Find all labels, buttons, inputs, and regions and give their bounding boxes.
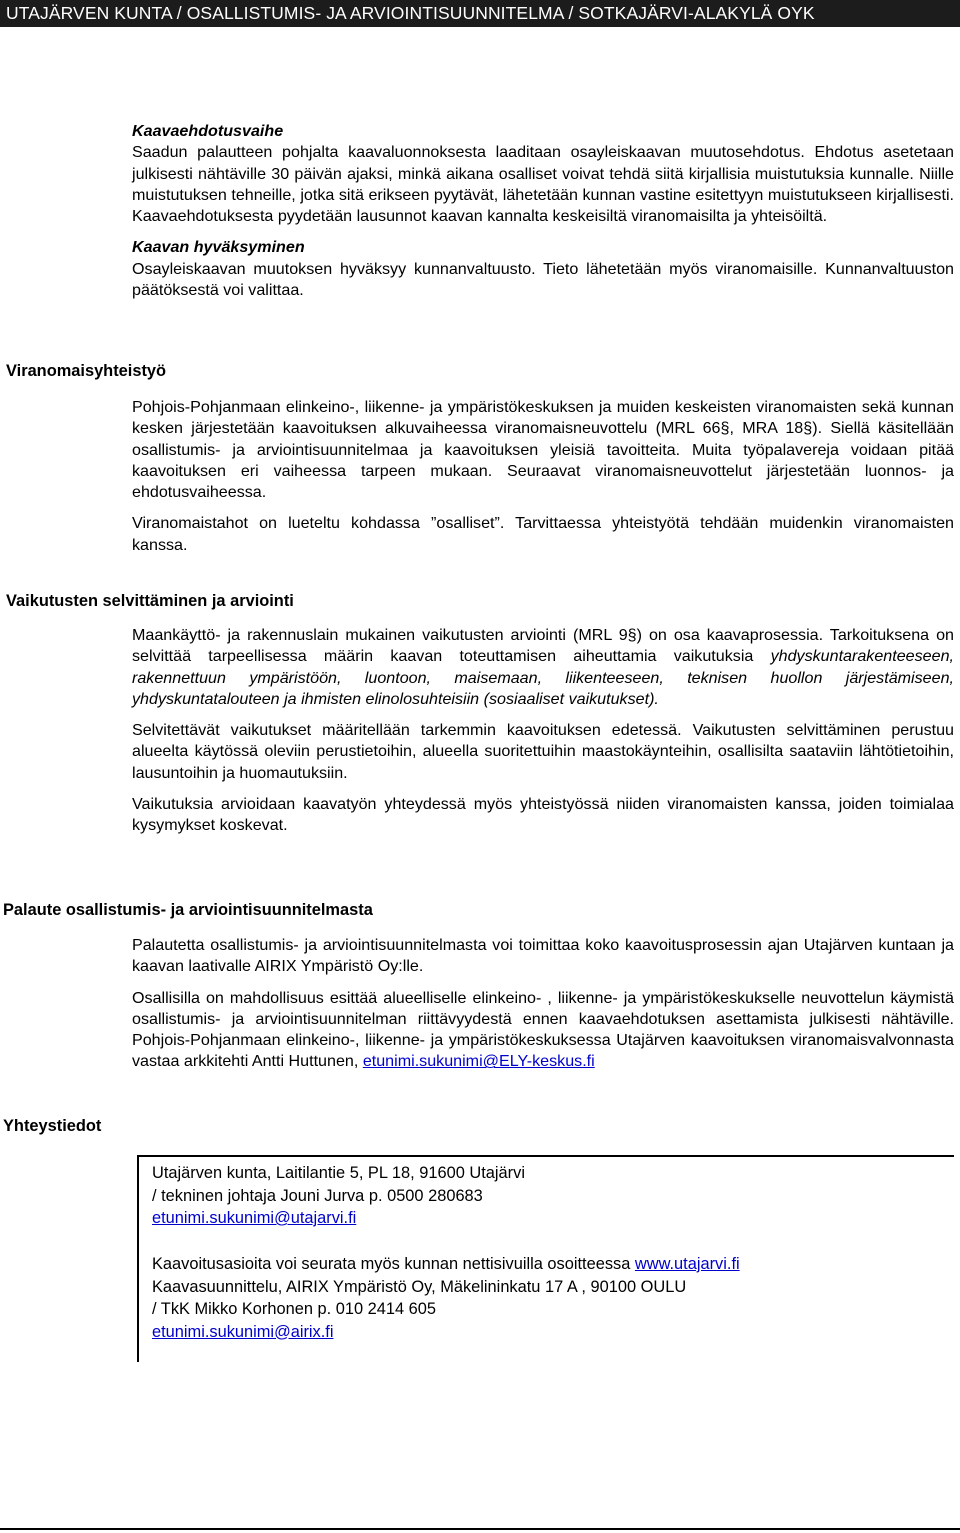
kaavaehdotus-section bbox=[132, 121, 954, 301]
vaikutukset-paragraph-2: Selvitettävät vaikutukset määritellään tarkemmin kaavoituksen edetessä. Vaikutusten selvittäminen perustuu alueelta käytössä oleviin perustietoihin, alueella suoritettuihin maastokäynteihin, osallisilta saataviin lähtötietoihin, lausuntoihin ja huomautuksiin. bbox=[132, 721, 954, 782]
palaute-paragraph-1: Palautetta osallistumis- ja arviointisuunnitelmasta voi toimittaa koko kaavoitusprosessin ajan Utajärven kuntaan ja kaavan laativalle AIRIX Ympäristö Oy:lle. bbox=[132, 936, 954, 976]
airix-email-link[interactable]: etunimi.sukunimi@airix.fi bbox=[152, 1322, 334, 1341]
web-text: Kaavoitusasioita voi seurata myös kunnan nettisivuilla osoitteessa bbox=[152, 1255, 635, 1273]
hyvaksyminen-text: Osayleiskaavan muutoksen hyväksyy kunnanvaltuusto. Tieto lähetetään myös viranomaisille. Kunnanvaltuuston päätöksestä voi valittaa. bbox=[132, 259, 954, 300]
vaikutukset-paragraph-3: Vaikutuksia arvioidaan kaavatyön yhteydessä myös yhteistyössä niiden viranomaisten kanssa, joiden toimialaa kysymykset koskevat. bbox=[132, 795, 954, 835]
kunta-contact-person: / tekninen johtaja Jouni Jurva p. 0500 280683 bbox=[152, 1186, 483, 1205]
airix-contact-person: / TkK Mikko Korhonen p. 010 2414 605 bbox=[152, 1300, 436, 1318]
kaavaehdotus-heading: Kaavaehdotusvaihe bbox=[132, 122, 284, 140]
ely-email-link[interactable]: etunimi.sukunimi@ELY-keskus.fi bbox=[362, 1052, 595, 1071]
contact-block-kunta bbox=[152, 1162, 525, 1230]
kunta-email-link[interactable]: etunimi.sukunimi@utajarvi.fi bbox=[152, 1209, 357, 1227]
footer-divider bbox=[0, 1528, 960, 1530]
viranomaisyhteistyo-section bbox=[132, 397, 954, 556]
contact-block-airix bbox=[152, 1253, 740, 1343]
airix-address: Kaavasuunnittelu, AIRIX Ympäristö Oy, Mäkelininkatu 17 A , 90100 OULU bbox=[152, 1277, 687, 1296]
palaute-label: Palaute osallistumis- ja arviointisuunnitelmasta bbox=[3, 901, 373, 919]
vaikutukset-label: Vaikutusten selvittäminen ja arviointi bbox=[6, 592, 294, 610]
hyvaksyminen-heading: Kaavan hyväksyminen bbox=[132, 238, 305, 257]
web-link[interactable]: www.utajarvi.fi bbox=[634, 1255, 740, 1273]
document-header: UTAJÄRVEN KUNTA / OSALLISTUMIS- JA ARVIOINTISUUNNITELMA / SOTKAJÄRVI-ALAKYLÄ OYK bbox=[0, 0, 960, 27]
palaute-paragraph-2 bbox=[132, 988, 954, 1073]
viranomaisyhteistyo-label: Viranomaisyhteistyö bbox=[6, 362, 167, 380]
vaikutukset-paragraph-1-italic: yhdyskuntarakenteeseen, rakennettuun ympäristöön, luontoon, maisemaan, liikenteeseen, teknisen huollon järjestämiseen, yhdyskuntatalouteen ja ihmisten elinolosuhteisiin (sosiaaliset vaikutukset). bbox=[132, 647, 954, 708]
vaikutukset-section bbox=[132, 625, 954, 837]
viranomaisyhteistyo-paragraph-2: Viranomaistahot on lueteltu kohdassa ”osalliset”. Tarvittaessa yhteistyötä tehdään muidenkin viranomaisten kanssa. bbox=[132, 514, 954, 554]
yhteystiedot-label: Yhteystiedot bbox=[3, 1117, 102, 1135]
web-line bbox=[152, 1253, 740, 1276]
palaute-section bbox=[132, 935, 954, 1073]
vaikutukset-paragraph-1-lead: Maankäyttö- ja rakennuslain mukainen vaikutusten arviointi (MRL 9§) on osa kaavaprosessia. Tarkoituksena on selvittää tarpeellisessa määrin kaavan toteuttamisen aiheuttamia vaikutuksia bbox=[132, 626, 954, 666]
palaute-paragraph-2-text: Osallisilla on mahdollisuus esittää alueelliselle elinkeino- , liikenne- ja ympäristökeskukselle neuvottelun käymistä osallistumis- ja arviointisuunnitelman riittävyydestä ennen kaavaehdotuksen asettamista julkisesti nähtäville. Pohjois-Pohjanmaan elinkeino-, liikenne- ja ympäristökeskuksessa Utajärven kaavoituksen viranomaisvalvonnasta vastaa arkkitehti Antti Huttunen, bbox=[132, 988, 954, 1071]
kaavaehdotus-text: Saadun palautteen pohjalta kaavaluonnoksesta laaditaan osayleiskaavan muutosehdotus. Ehdotus asetetaan julkisesti nähtäville 30 päivän ajaksi, minkä aikana osalliset voivat tehdä siitä kirjallisia muistutuksia kunnalle. Niille muistutuksen tehneille, jotka sitä erikseen pyytävät, lähetetään kunnan vastine esitettyyn muistutukseen kirjallisesti. Kaavaehdotuksesta pyydetään lausunnot kaavan kannalta keskeisiltä viranomaisilta ja yhteisöiltä. bbox=[132, 143, 954, 226]
viranomaisyhteistyo-paragraph-1: Pohjois-Pohjanmaan elinkeino-, liikenne- ja ympäristökeskuksen ja muiden keskeisten viranomaisten sekä kunnan kesken järjestetään kaavoituksen alkuvaiheessa viranomaisneuvottelu (MRL 66§, MRA 18§). Siellä käsitellään osallistumis- ja arviointisuunnitelmaa ja kaavoituksen yleisiä tavoitteita. Muita työpalavereja voidaan pitää kaavoituksen eri vaiheessa tarpeen mukaan. Seuraavat viranomaisneuvottelut järjestetään luonnos- ja ehdotusvaiheessa. bbox=[132, 398, 954, 502]
kunta-address: Utajärven kunta, Laitilantie 5, PL 18, 91600 Utajärvi bbox=[152, 1164, 525, 1182]
vaikutukset-paragraph-1 bbox=[132, 625, 954, 710]
